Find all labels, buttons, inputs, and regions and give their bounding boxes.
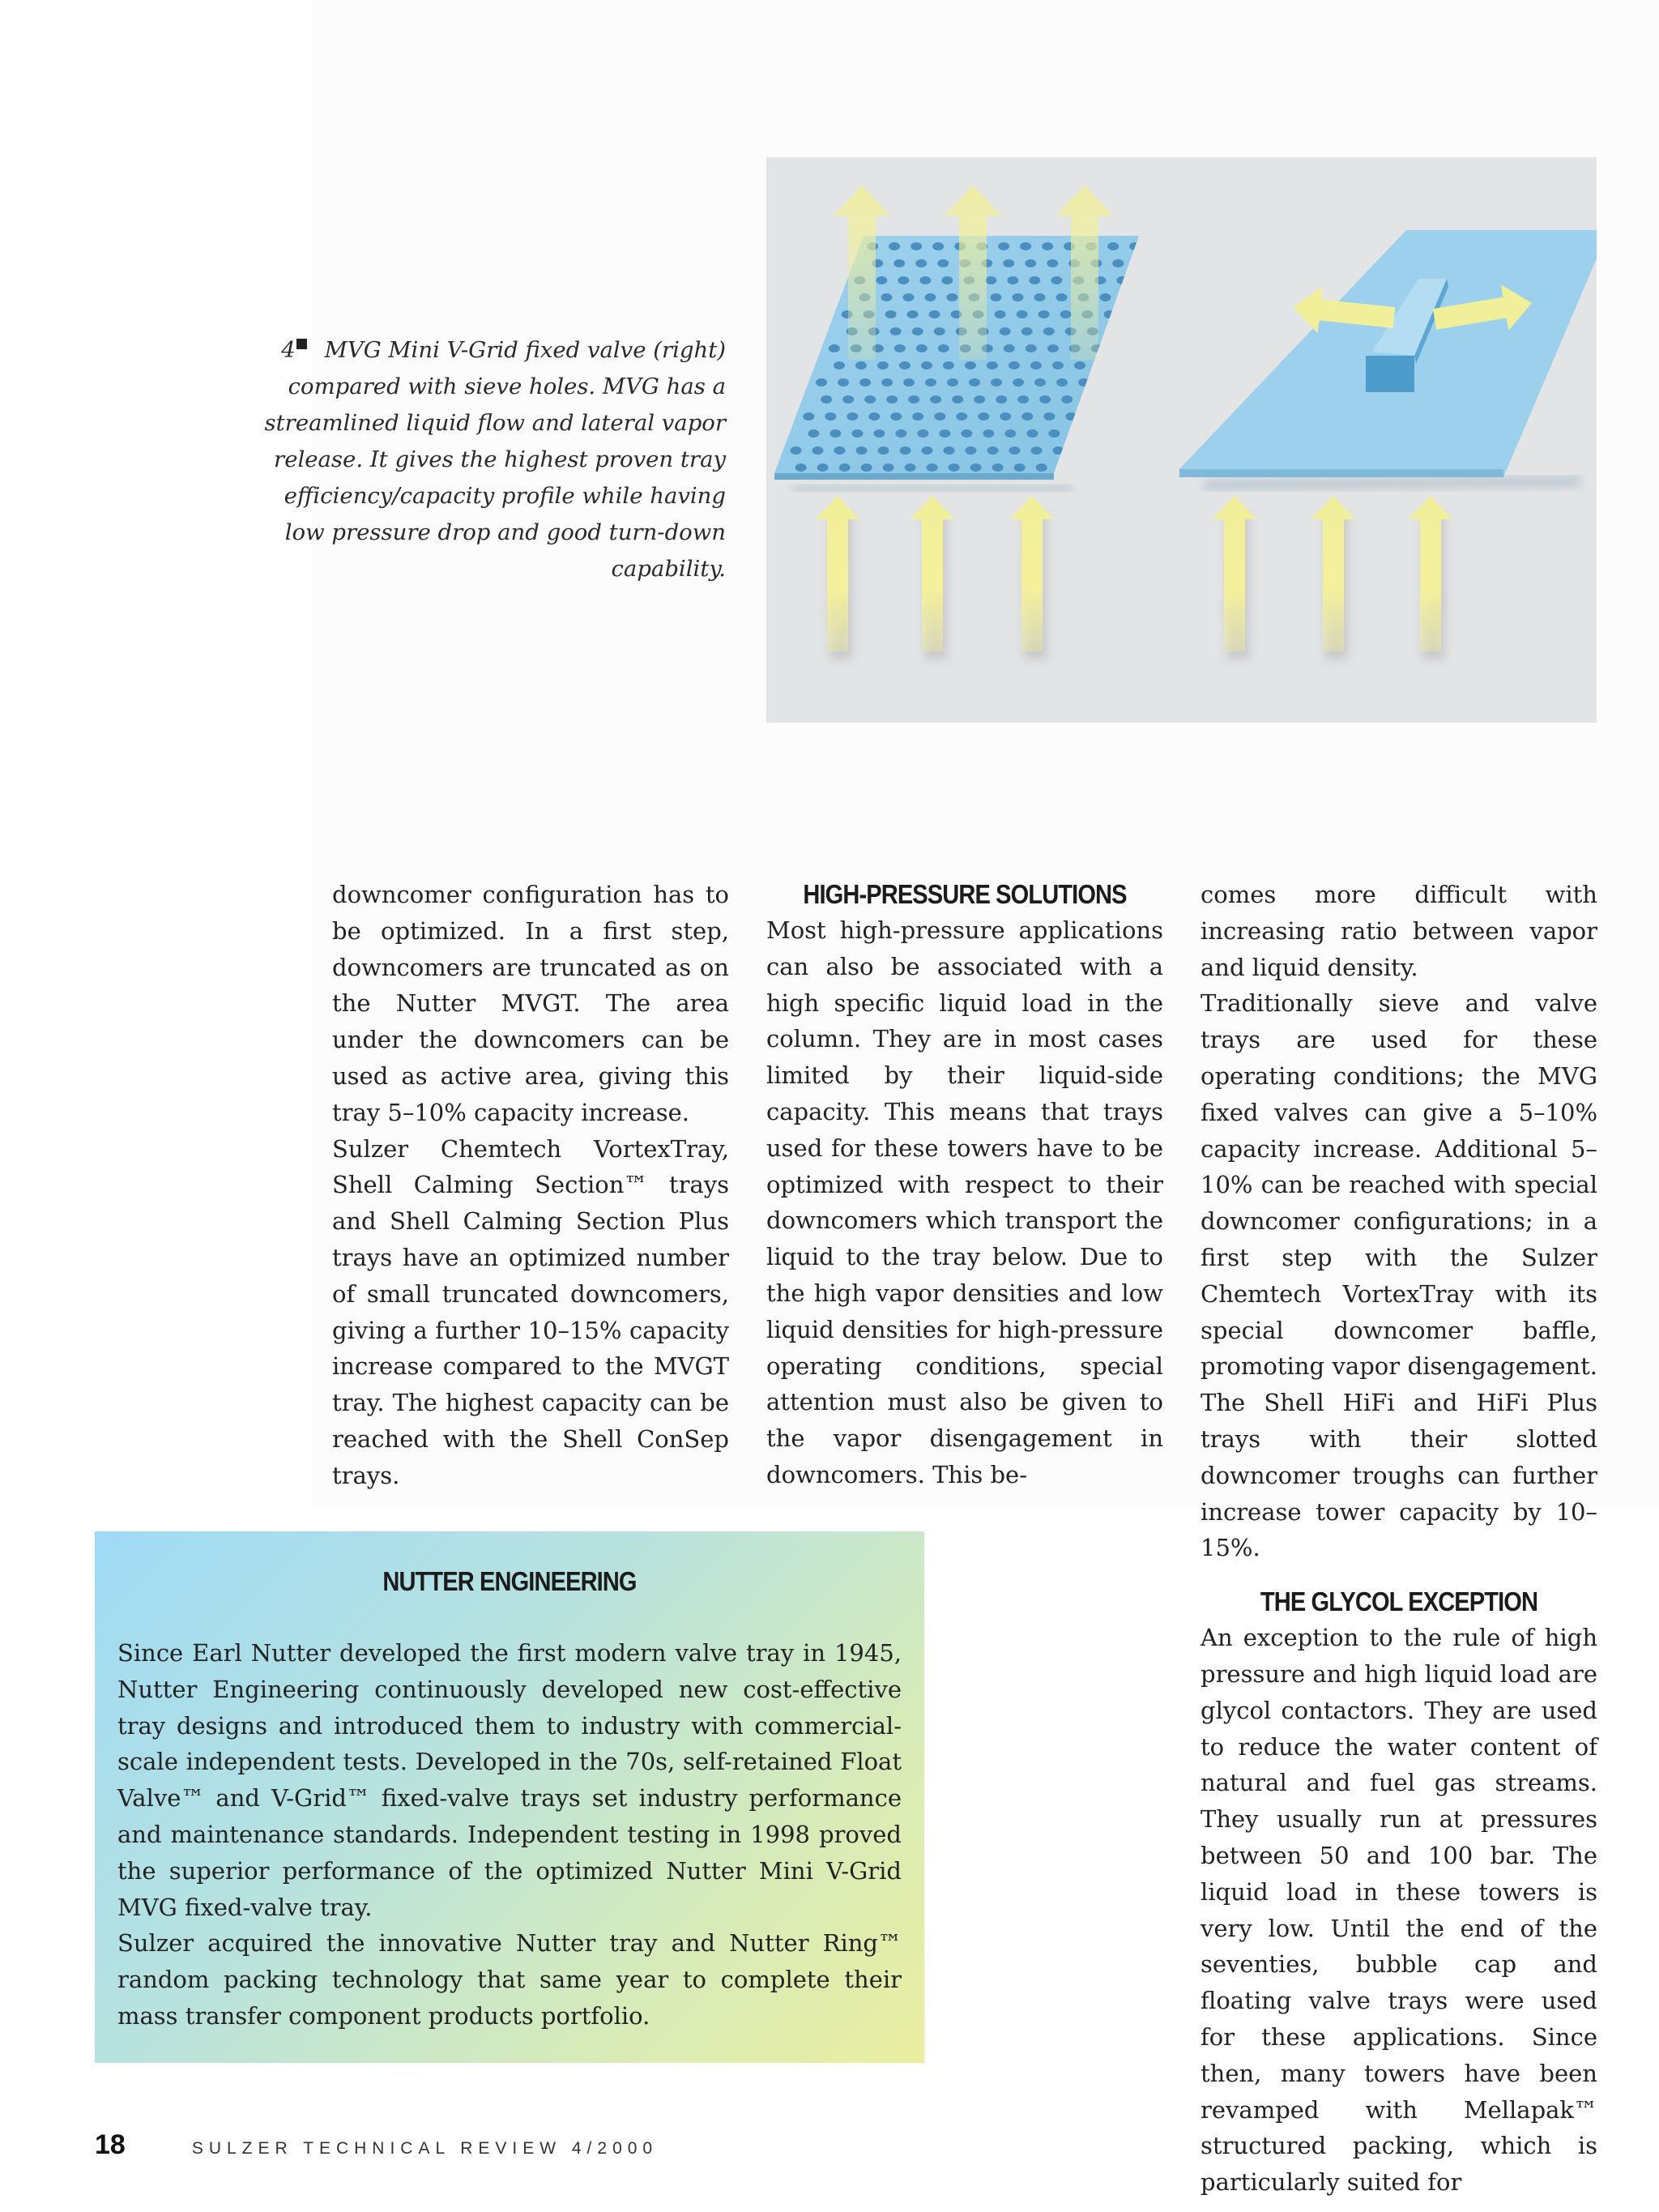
sieve-hole [1031,446,1043,455]
sieve-hole [834,446,846,455]
sieve-hole [1175,412,1186,421]
sieve-hole [1126,310,1137,318]
sieve-hole [1004,429,1016,438]
sieve-hole [1036,463,1047,472]
sieve-hole [934,327,945,335]
sieve-hole [1127,395,1138,404]
sieve-hole [856,446,868,455]
sieve-hole [1007,276,1018,284]
sieve-hole [1056,378,1068,386]
sieve-hole [1104,310,1115,318]
sieve-hole [876,276,887,284]
sieve-hole [991,378,1002,386]
sieve-hole [1109,412,1120,421]
sieve-hole [1042,242,1053,250]
sieve-hole [1141,446,1152,455]
figure-illustration [766,157,1597,723]
sieve-hole [1136,429,1147,438]
up-arrow-icon [1311,496,1356,651]
sieve-hole [1021,412,1033,421]
figure-number: 4 [281,337,296,363]
sieve-hole [1060,310,1072,318]
sieve-hole [1003,259,1014,267]
sieve-hole [889,242,900,250]
sieve-hole [1012,293,1023,301]
sieve-hole [912,327,923,335]
sieve-hole [825,412,836,421]
sieve-hole [1074,361,1085,369]
sieve-hole [1171,395,1182,404]
sieve-hole [1017,310,1028,318]
sieve-hole [1116,276,1128,284]
sieve-hole [1119,446,1130,455]
sieve-hole [893,259,905,267]
sieve-hole [1209,293,1220,301]
sieve-hole [1021,327,1033,335]
sieve-hole [817,463,829,472]
sieve-hole [932,242,944,250]
sieve-hole [985,276,996,284]
column3-paragraph-3: An exception to the rule of high pressure and high liquid load are glycol contactors. They are used to reduce the water content of natural and fuel gas streams. They usually run at pressures between 50 and 100 bar. The liquid load in these towers is very low. Until the end of the seventies, bubble cap and floating valve trays were used for these applications. Since then, many towers have been revamped with Mellapak™ structured packing, which is particularly suited for [1201,1624,1597,2197]
sieve-hole [821,395,832,404]
sieve-hole [855,361,867,369]
sieve-hole [1165,293,1176,301]
sieve-hole [1058,463,1069,472]
journal-title: SULZER TECHNICAL REVIEW 4/2000 [191,2139,659,2158]
sieve-hole [878,446,889,455]
sieve-hole [1053,446,1064,455]
sieve-hole [791,446,802,455]
sieve-hole [830,429,841,438]
sieve-hole [1160,276,1171,284]
sieve-hole [902,293,914,301]
sieve-hole [987,446,999,455]
sieve-hole [1188,378,1199,386]
sieve-hole [1195,242,1206,250]
sieve-hole [1173,242,1184,250]
sieve-hole [941,276,953,284]
sieve-hole [1192,310,1203,318]
sieve-hole [956,412,967,421]
sieve-hole [1196,327,1208,335]
text-column-2 [766,877,1163,1493]
sieve-hole [1102,463,1113,472]
figure-caption-text: MVG Mini V-Grid fixed valve (right) compared with sieve holes. MVG has a streamlined liquid flow and lateral vapor release. It gives the highest proven tray efficiency/capacity profile while having low pressure drop and good turn-down capability. [264,337,726,582]
sieve-hole [1226,276,1237,284]
sieve-hole [1157,344,1168,352]
sieve-hole [946,293,957,301]
sieve-hole [974,395,985,404]
sieve-hole [1039,395,1051,404]
sieve-hole [881,378,893,386]
sieve-hole [1124,463,1135,472]
sieve-hole [990,293,1001,301]
sieve-hole [1144,378,1155,386]
sieve-hole [1034,378,1046,386]
sieve-hole [1009,446,1021,455]
sieve-hole [1087,412,1098,421]
sieve-hole [1043,327,1055,335]
sieve-hole [1158,429,1169,438]
sieve-hole [998,242,1009,250]
sidebar-paragraph-2: Sulzer acquired the innovative Nutter tray and Nutter Ring™ random packing technology that same year to complete their mass transfer component products portfolio. [117,1929,902,2030]
sieve-hole [1113,344,1124,352]
column1-paragraph-2: Sulzer Chemtech VortexTray, Shell Calming Section™ trays and Shell Calming Section Plus trays have an optimized number of small truncated downcomers, giving a further 10–15% capacity increase compared to the MVGT tray. The highest capacity can be reached with the Shell ConSep trays. [332,1134,729,1489]
sieve-hole [1026,344,1037,352]
sieve-hole [1038,310,1050,318]
sieve-hole [927,463,938,472]
sieve-hole [1138,276,1149,284]
sieve-hole [1183,361,1195,369]
section-heading-high-pressure: HIGH-PRESSURE SOLUTIONS [803,879,1127,909]
sieve-hole [1129,242,1141,250]
sieve-hole [1170,310,1181,318]
sieve-hole [1052,361,1064,369]
sieve-hole [864,395,876,404]
sieve-hole [944,446,955,455]
sidebar-body [117,1635,902,2035]
sieve-hole [1017,395,1029,404]
sieve-hole [1043,412,1055,421]
sieve-hole [1025,259,1036,267]
sieve-hole [1162,446,1174,455]
sieve-hole [1204,276,1215,284]
sieve-hole [1114,429,1125,438]
sieve-hole [795,463,807,472]
sieve-hole [1080,463,1091,472]
sieve-hole [917,429,928,438]
sieve-hole [1065,412,1077,421]
sieve-hole [1020,242,1031,250]
sieve-hole [905,463,916,472]
sieve-hole [1166,378,1177,386]
sieve-hole [900,446,911,455]
sieve-hole [978,412,989,421]
sieve-hole [808,429,819,438]
figure-caption [259,332,726,587]
sieve-hole [1178,259,1189,267]
sieve-hole [1182,276,1193,284]
sieve-hole [838,378,849,386]
sieve-hole [883,463,894,472]
sieve-hole [1148,310,1159,318]
sieve-hole [1047,259,1058,267]
column3-paragraph-2: Traditionally sieve and valve trays are used for these operating conditions; the MVG fixed valves can give a 5–10% capacity increase. Additional 5–10% can be reached with special downcomer configurations; in a first step with the Sulzer Chemtech VortexTray with its special downcomer baffle, promoting vapor disengagement. The Shell HiFi and HiFi Plus trays with their slotted downcomer troughs can further increase tower capacity by 10–15%. [1201,989,1597,1562]
sieve-hole [1107,242,1119,250]
sieve-hole [1121,293,1132,301]
sieve-hole [1200,259,1211,267]
sieve-hole [1201,344,1212,352]
text-column-1 [332,877,729,1494]
sieve-hole [1192,395,1204,404]
text-column-3 [1201,877,1597,2201]
sieve-hole [1056,293,1067,301]
sieve-hole [1131,412,1142,421]
sieve-hole [842,395,854,404]
sieve-hole [885,310,897,318]
sieve-hole [1151,242,1162,250]
sieve-hole [1187,293,1198,301]
sieve-hole [1070,429,1081,438]
sieve-hole [924,293,936,301]
mvg-valve-tray [1179,230,1597,489]
sieve-hole [908,395,919,404]
sieve-hole [851,429,863,438]
sieve-hole [898,276,909,284]
sieve-hole [1145,463,1157,472]
sieve-hole [1213,310,1225,318]
sieve-hole [996,395,1007,404]
sieve-hole [1109,327,1120,335]
sieve-hole [1153,327,1164,335]
sieve-hole [992,463,1004,472]
sieve-hole [1162,361,1173,369]
sieve-hole [1061,395,1073,404]
sieve-hole [938,344,949,352]
sieve-hole [922,446,933,455]
sieve-hole [859,378,871,386]
sieve-hole [916,344,928,352]
sieve-hole [965,361,976,369]
sieve-hole [947,378,958,386]
sieve-hole [1013,378,1024,386]
sieve-hole [803,412,814,421]
sieve-hole [1099,293,1111,301]
sidebar-nutter-engineering [95,1531,924,2063]
sieve-hole [983,429,994,438]
sieve-hole [943,361,954,369]
sieve-hole [1218,327,1230,335]
sieve-hole [1100,378,1111,386]
up-arrow-icon [1409,496,1453,651]
sieve-hole [1156,259,1167,267]
sieve-hole [1026,429,1038,438]
sieve-hole [816,378,827,386]
sieve-hole [1051,276,1062,284]
sieve-hole [961,429,972,438]
sieve-hole [1140,361,1151,369]
sieve-hole [1030,361,1042,369]
page-footer [95,2129,658,2161]
column3-paragraph-1: comes more difficult with increasing ratio between vapor and liquid density. [1201,881,1597,981]
sieve-hole [1083,395,1094,404]
sieve-hole [890,327,902,335]
sieve-hole [907,310,919,318]
sieve-hole [970,463,982,472]
sieve-hole [1205,361,1217,369]
sieve-hole [1175,327,1186,335]
sieve-hole [921,361,932,369]
sieve-hole [1135,344,1146,352]
sieve-hole [1134,259,1145,267]
sieve-hole [1179,344,1190,352]
sieve-hole [912,412,923,421]
sidebar-heading: NUTTER ENGINEERING [382,1566,637,1596]
up-arrow-icon [816,496,860,651]
sieve-hole [1149,395,1160,404]
sieve-hole [868,412,880,421]
sieve-hole [873,429,885,438]
sieve-hole [890,412,902,421]
sieve-hole [966,446,977,455]
sieve-hole [1048,429,1060,438]
sieve-hole [812,446,824,455]
sieve-hole [1112,259,1124,267]
sieve-hole [919,276,931,284]
section-heading-glycol: THE GLYCOL EXCEPTION [1260,1586,1538,1617]
up-arrow-icon [1213,496,1257,651]
sieve-tray [774,236,1255,491]
sieve-hole [934,412,945,421]
sieve-hole [930,395,941,404]
sieve-hole [937,259,949,267]
sieve-hole [877,361,889,369]
sieve-hole [895,429,906,438]
sieve-hole [1092,429,1103,438]
sieve-hole [911,242,922,250]
sieve-hole [1122,378,1133,386]
sieve-hole [949,463,960,472]
sieve-hole [1243,259,1255,267]
sieve-hole [995,310,1006,318]
sieve-hole [1000,412,1011,421]
sieve-hole [1078,378,1090,386]
sieve-hole [987,361,998,369]
sieve-hole [1118,361,1129,369]
bullet-square-icon [296,339,307,349]
column2-paragraph-1: Most high-pressure applications can also be associated with a high specific liquid load in the column. They are in most cases limited by their liquid-side capacity. This means that trays used for these towers have to be optimized with respect to their downcomers which transport the liquid to the tray below. Due to the high vapor densities and low liquid densities for high-pressure operating conditions, special attention must also be given to the vapor disengagement in downcomers. This be- [766,916,1163,1488]
sieve-hole [1230,293,1242,301]
sieve-hole [969,378,980,386]
sieve-hole [1004,344,1015,352]
sieve-hole [881,293,892,301]
sieve-hole [839,463,851,472]
sieve-hole [925,378,936,386]
sieve-hole [1029,276,1040,284]
sieve-hole [1009,361,1020,369]
sieve-hole [1105,395,1116,404]
sieve-hole [861,463,872,472]
sieve-hole [1014,463,1026,472]
sieve-hole [1153,412,1164,421]
sieve-hole [1000,327,1011,335]
sieve-hole [929,310,940,318]
sieve-hole [1239,242,1250,250]
sieve-hole [1034,293,1045,301]
page-number: 18 [95,2129,126,2160]
up-arrow-icon [911,496,955,651]
sieve-hole [1222,259,1233,267]
sieve-hole [1179,429,1191,438]
tray-comparison-illustration [766,157,1597,723]
sieve-hole [1047,344,1059,352]
sieve-hole [834,361,845,369]
column1-paragraph-1: downcomer configuration has to be optimized. In a first step, downcomers are truncated as on the Nutter MVGT. The area under the downcomers can be used as active area, giving this tray 5–10% capacity increase. [332,881,729,1126]
sieve-hole [903,378,915,386]
sieve-hole [1096,361,1107,369]
sidebar-paragraph-1: Since Earl Nutter developed the first modern valve tray in 1945, Nutter Engineering continuously developed new cost-effective tray designs and introduced them to industry with commercial-scale independent tests. Developed in the 70s, self-retained Float Valve™ and V-Grid™ fixed-valve trays set industry performance and maintenance standards. Independent testing in 1998 proved the superior performance of the optimized Nutter Mini V-Grid MVG fixed-valve tray. [117,1639,902,1921]
sieve-hole [1167,463,1179,472]
sieve-hole [1075,446,1086,455]
sieve-hole [939,429,950,438]
sieve-hole [899,361,911,369]
sieve-hole [894,344,906,352]
up-arrow-icon [1010,496,1055,651]
sieve-hole [952,395,963,404]
sieve-hole [1143,293,1154,301]
sieve-hole [1217,242,1228,250]
sieve-hole [829,344,840,352]
sieve-hole [1097,446,1108,455]
sieve-hole [915,259,927,267]
sieve-hole [886,395,898,404]
sieve-hole [847,412,858,421]
sieve-hole [1131,327,1142,335]
